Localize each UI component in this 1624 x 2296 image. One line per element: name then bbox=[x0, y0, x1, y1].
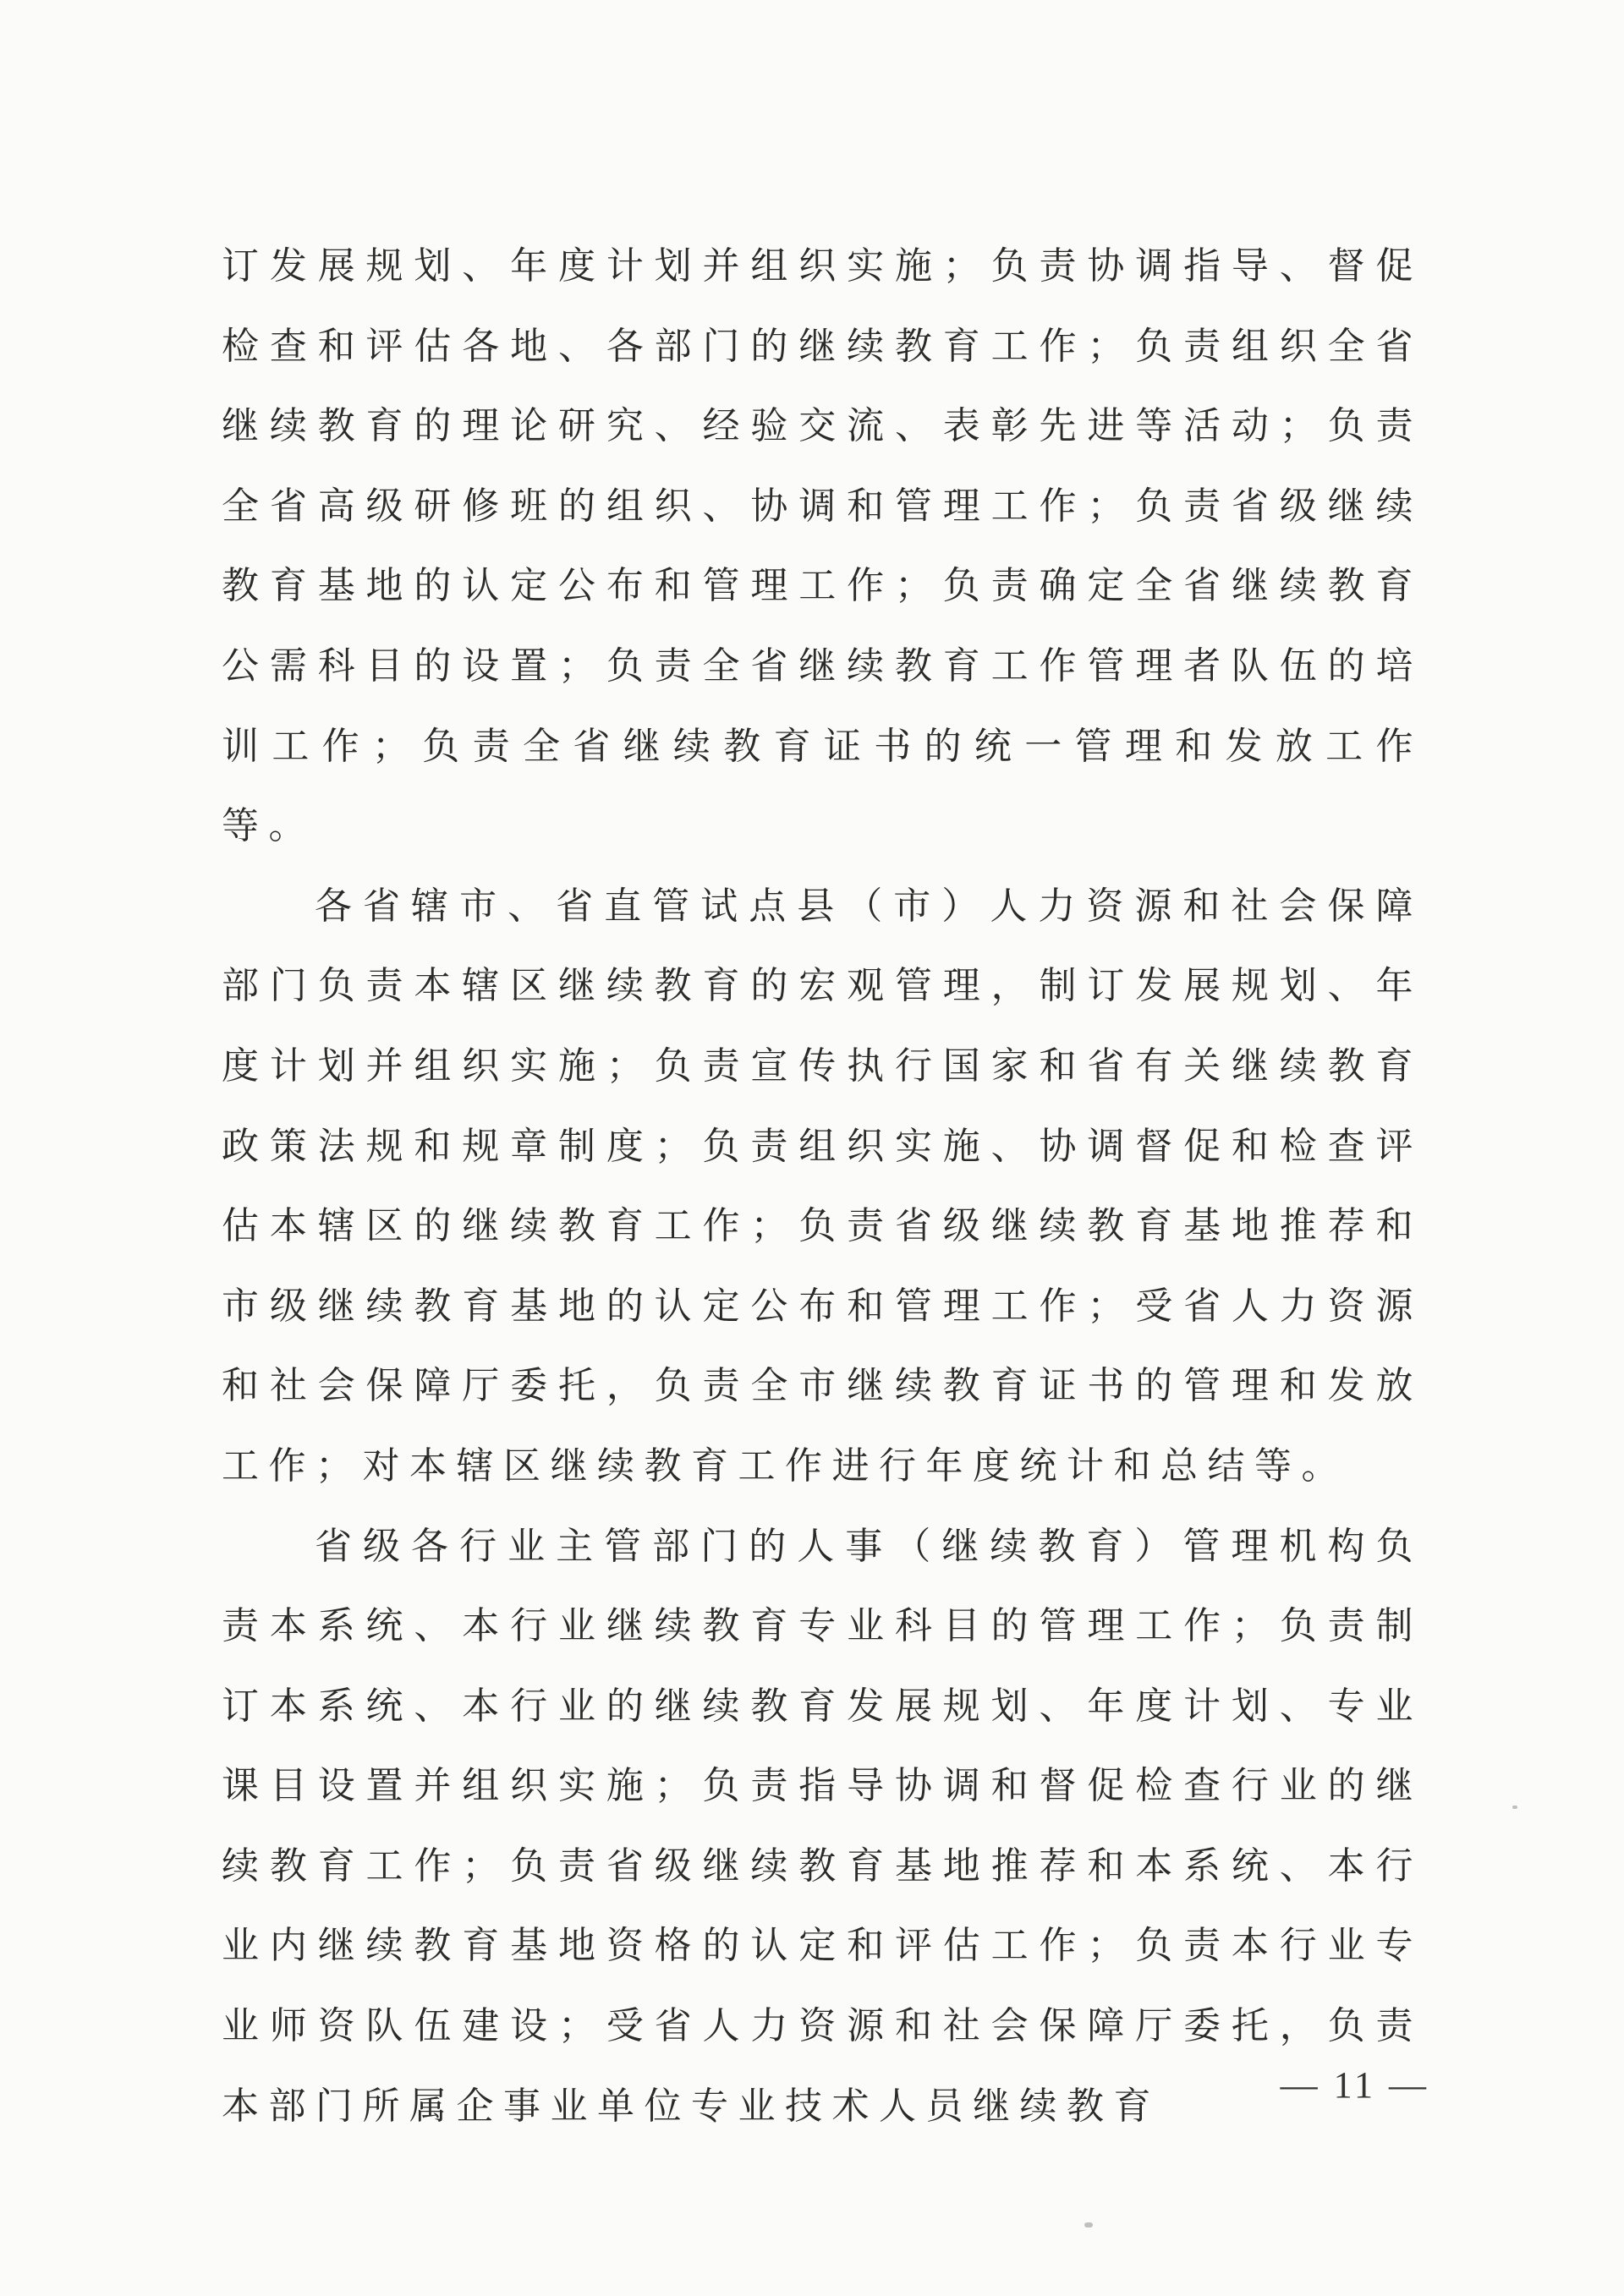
body-text bbox=[222, 227, 1423, 2146]
scan-speck bbox=[1084, 2222, 1093, 2228]
page-number: — 11 — bbox=[1280, 2064, 1429, 2106]
paragraph-2: 各省辖市、省直管试点县（市）人力资源和社会保障部门负责本辖区继续教育的宏观管理，制订发展规划、年度计划并组织实施；负责宣传执行国家和省有关继续教育政策法规和规章制度；负责组织实施、协调督促和检查评估本辖区的继续教育工作；负责省级继续教育基地推荐和市级继续教育基地的认定公布和管理工作；受省人力资源和社会保障厅委托，负责全市继续教育证书的管理和发放工作；对本辖区继续教育工作进行年度统计和总结等。 bbox=[222, 884, 1423, 1488]
paragraph-1: 订发展规划、年度计划并组织实施；负责协调指导、督促检查和评估各地、各部门的继续教育工作；负责组织全省继续教育的理论研究、经验交流、表彰先进等活动；负责全省高级研修班的组织、协调和管理工作；负责省级继续教育基地的认定公布和管理工作；负责确定全省继续教育公需科目的设置；负责全省继续教育工作管理者队伍的培训工作；负责全省继续教育证书的统一管理和发放工作等。 bbox=[222, 244, 1423, 848]
scan-speck bbox=[1512, 1806, 1517, 1809]
paragraph-3: 省级各行业主管部门的人事（继续教育）管理机构负责本系统、本行业继续教育专业科目的管理工作；负责制订本系统、本行业的继续教育发展规划、年度计划、专业课目设置并组织实施；负责指导协调和督促检查行业的继续教育工作；负责省级继续教育基地推荐和本系统、本行业内继续教育基地资格的认定和评估工作；负责本行业专业师资队伍建设；受省人力资源和社会保障厅委托，负责本部门所属企事业单位专业技术人员继续教育 bbox=[222, 1524, 1423, 2128]
